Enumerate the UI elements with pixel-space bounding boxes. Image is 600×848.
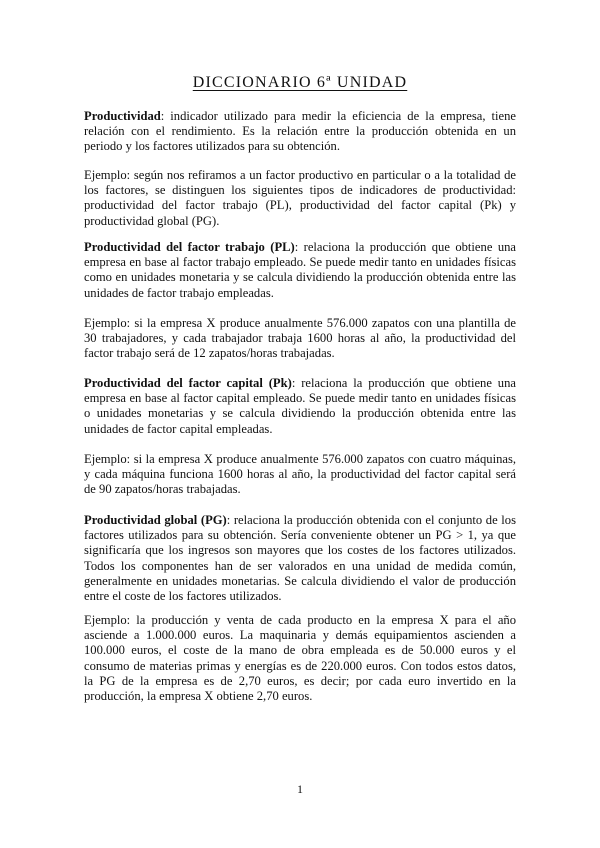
- term-label: Productividad del factor capital (Pk): [84, 376, 292, 390]
- definition-productividad-trabajo: [84, 240, 516, 301]
- example-text: Ejemplo: según nos refiramos a un factor productivo en particular o a la totalidad de los factores, se distinguen los siguientes tipos de indicadores de productividad: productividad del factor trabajo (PL), productividad del factor capital (Pk) y productividad global (PG).: [84, 168, 516, 228]
- definition-text: : relaciona la producción que obtiene una empresa en base al factor capital empleado. Se puede medir tanto en unidades físicas o unidades monetarias y se calcula dividiendo la producción obtenida entre las unidades de factor capital empleadas.: [84, 376, 516, 436]
- definition-productividad-capital: [84, 376, 516, 437]
- example-productividad: [84, 168, 516, 229]
- example-productividad-capital: [84, 452, 516, 498]
- example-text: Ejemplo: la producción y venta de cada producto en la empresa X para el año asciende a 1.000.000 euros. La maquinaria y demás equipamientos ascienden a 100.000 euros, el coste de la mano de obra empleada es de 50.000 euros y el consumo de materias primas y energías es de 220.000 euros. Con todos estos datos, la PG de la empresa es de 2,70 euros, es decir; por cada euro invertido en la producción, la empresa X obtiene 2,70 euros.: [84, 613, 516, 704]
- example-productividad-global: [84, 613, 516, 704]
- term-label: Productividad del factor trabajo (PL): [84, 240, 295, 254]
- definition-productividad: [84, 109, 516, 155]
- example-text: Ejemplo: si la empresa X produce anualmente 576.000 zapatos con una plantilla de 30 trabajadores, y cada trabajador trabaja 1600 horas al año, la productividad del factor trabajo será de 12 zapatos/horas trabajadas.: [84, 316, 516, 361]
- page-number: 1: [297, 782, 303, 796]
- page-title: DICCIONARIO 6ª UNIDAD: [192, 74, 408, 91]
- example-productividad-trabajo: [84, 316, 516, 362]
- term-label: Productividad: [84, 109, 161, 123]
- definition-text: : relaciona la producción obtenida con el conjunto de los factores utilizados para su obtención. Sería conveniente obtener un PG > 1, ya que significaría que los ingresos son mayores que los costes de los factores utilizados. Todos los componentes han de ser valorados en una unidad de medida común, generalmente en unidades monetarias. Se calcula dividiendo el valor de producción entre el coste de los factores utilizados.: [84, 513, 516, 604]
- example-text: Ejemplo: si la empresa X produce anualmente 576.000 zapatos con cuatro máquinas, y cada máquina funciona 1600 horas al año, la productividad del factor capital será de 90 zapatos/horas trabajadas.: [84, 452, 516, 497]
- term-label: Productividad global (PG): [84, 513, 227, 527]
- definition-text: : indicador utilizado para medir la eficiencia de la empresa, tiene relación con el rendimiento. Es la relación entre la producción obtenida en un periodo y los factores utilizados para su obtención.: [84, 109, 516, 154]
- definition-productividad-global: [84, 513, 516, 604]
- definition-text: : relaciona la producción que obtiene una empresa en base al factor trabajo empleado. Se puede medir tanto en unidades físicas como en unidades monetaria y se calcula dividiendo la producción obtenida entre las unidades de factor trabajo empleadas.: [84, 240, 516, 300]
